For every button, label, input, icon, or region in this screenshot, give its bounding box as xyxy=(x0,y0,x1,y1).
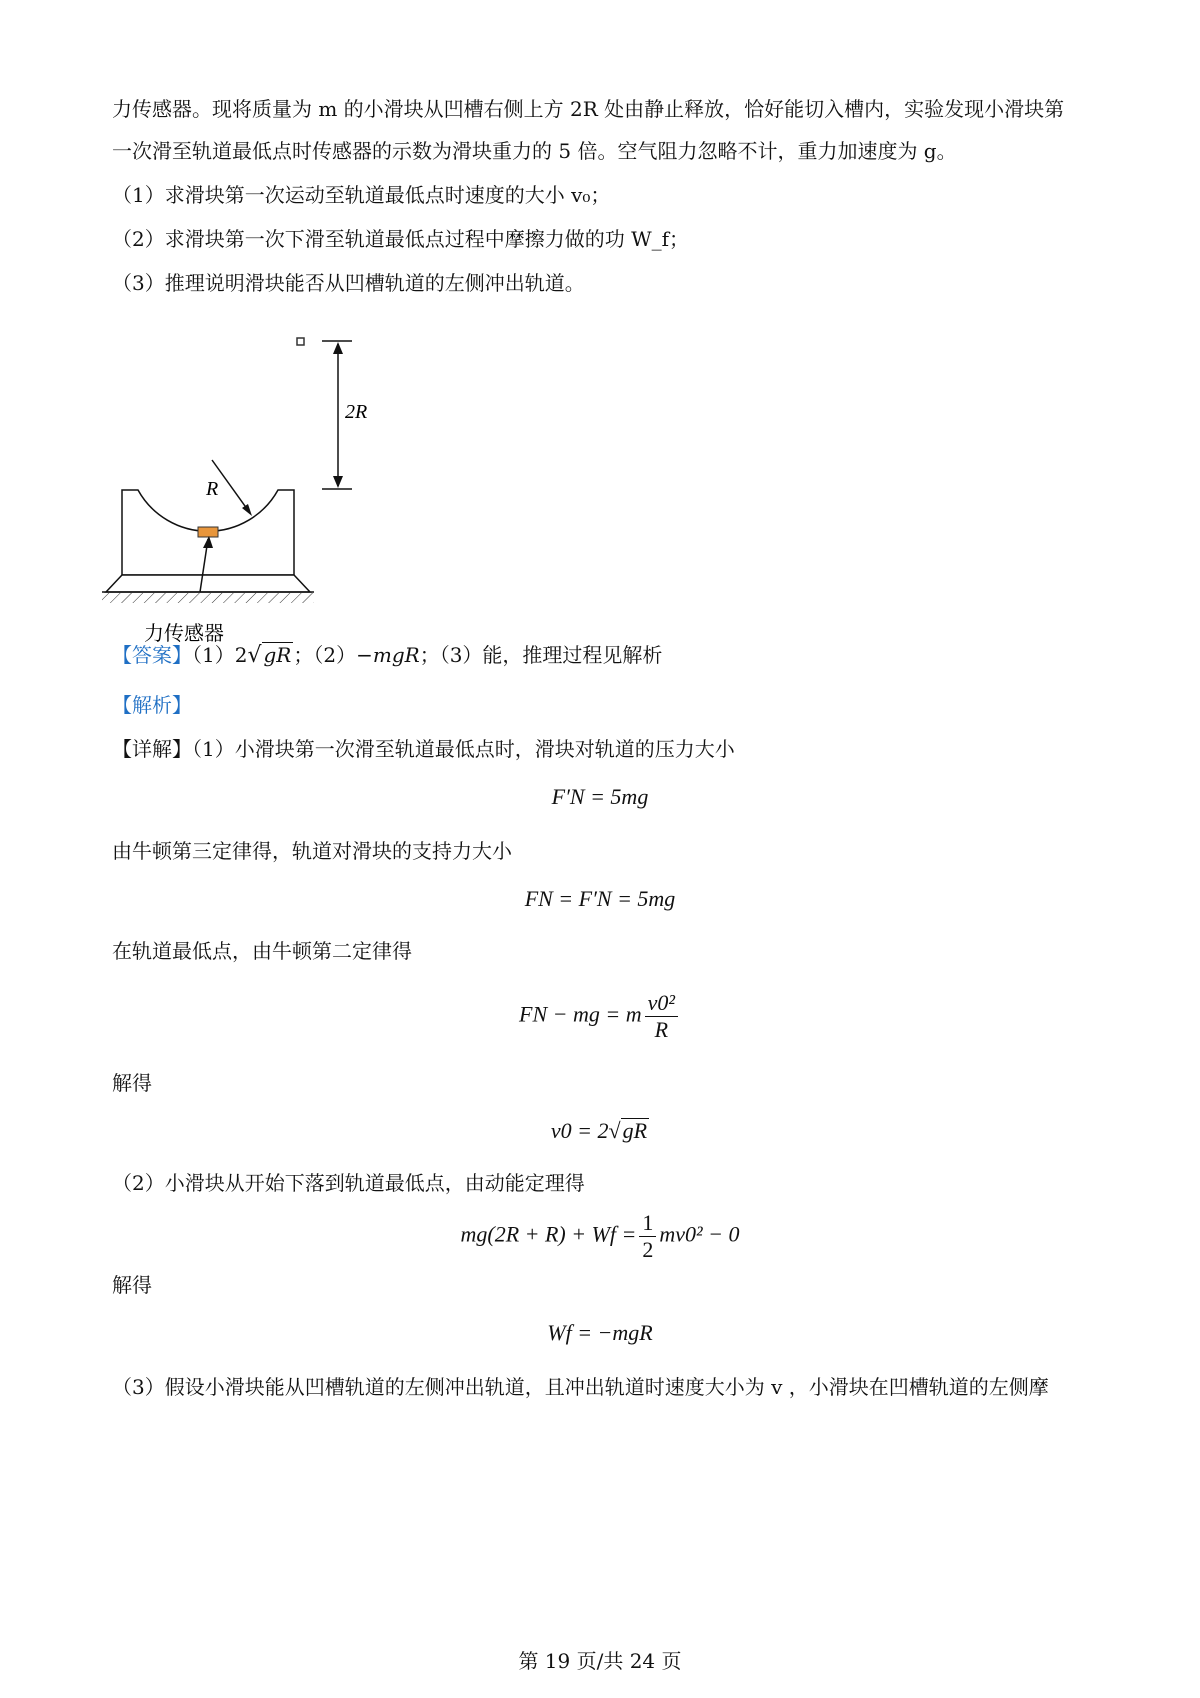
eq3-denominator: R xyxy=(654,1017,669,1042)
analysis-tag: 【解析】 xyxy=(112,693,192,717)
force-sensor xyxy=(198,527,218,537)
eq3-left: FN − mg = m xyxy=(519,1001,642,1027)
answer-part1-prefix: （1） xyxy=(192,643,235,667)
eq3-numerator: v0² xyxy=(645,990,678,1017)
equation-1: F′N = 5mg xyxy=(551,784,649,809)
equation-4: v0 = 2√gR xyxy=(550,1118,648,1143)
answer-part2-value: −mgR xyxy=(356,643,420,667)
groove-diagram xyxy=(100,330,440,660)
detail-p6: 解得 xyxy=(112,1273,152,1297)
sensor-label: 力传感器 xyxy=(144,623,224,645)
eq5-denominator: 2 xyxy=(642,1237,654,1262)
eq5-left: mg(2R + R) + Wf = xyxy=(460,1221,637,1247)
intro-line-1: 力传感器。现将质量为 m 的小滑块从凹槽右侧上方 2R 处由静止释放，恰好能切入槽内，实验发现小滑块第 xyxy=(112,97,1065,121)
answer-tag: 【答案】 xyxy=(112,643,192,667)
eq5-right: mv0² − 0 xyxy=(659,1221,740,1247)
answer-part1-radicand: gR xyxy=(263,643,292,667)
eq4-radicand: gR xyxy=(622,1118,648,1143)
question-1: （1）求滑块第一次运动至轨道最低点时速度的大小 v₀； xyxy=(112,183,611,207)
detail-p4: 解得 xyxy=(112,1071,152,1095)
equation-3 xyxy=(0,990,1200,1043)
question-3: （3）推理说明滑块能否从凹槽轨道的左侧冲出轨道。 xyxy=(112,271,585,295)
answer-part3: ；（3）能，推理过程见解析 xyxy=(419,643,663,667)
ground-hatch xyxy=(102,593,314,603)
height-label: 2R xyxy=(345,401,368,423)
detail-p7: （3）假设小滑块能从凹槽轨道的左侧冲出轨道，且冲出轨道时速度大小为 v ，小滑块在凹槽轨道的左侧摩 xyxy=(112,1375,1049,1399)
radius-label: R xyxy=(206,478,219,500)
equation-6: Wf = −mgR xyxy=(547,1320,653,1345)
intro-line-2: 一次滑至轨道最低点时传感器的示数为滑块重力的 5 倍。空气阻力忽略不计，重力加速度为 g。 xyxy=(112,139,957,163)
detail-p2: 由牛顿第三定律得，轨道对滑块的支持力大小 xyxy=(112,839,512,863)
eq4-left: v0 = 2 xyxy=(550,1118,609,1143)
detail-line-1 xyxy=(112,734,735,764)
answer-line: 【答案】（1）2√ gR ；（2）−mgR；（3）能，推理过程见解析 xyxy=(112,643,663,668)
detail-p5: （2）小滑块从开始下落到轨道最低点，由动能定理得 xyxy=(112,1171,585,1195)
equation-2: FN = F′N = 5mg xyxy=(524,886,676,911)
answer-part1-coef: 2 xyxy=(234,643,248,667)
slider-block xyxy=(297,338,304,345)
detail-tag: 【详解】 xyxy=(112,737,192,761)
groove-base xyxy=(106,575,310,592)
question-2: （2）求滑块第一次下滑至轨道最低点过程中摩擦力做的功 W_f； xyxy=(112,227,690,251)
page-footer: 第 19 页/共 24 页 xyxy=(518,1649,682,1673)
eq5-numerator: 1 xyxy=(639,1210,656,1237)
answer-part2-prefix: ；（2） xyxy=(293,643,357,667)
equation-5 xyxy=(0,1210,1200,1263)
detail-p3: 在轨道最低点，由牛顿第二定律得 xyxy=(112,939,412,963)
detail-p1: （1）小滑块第一次滑至轨道最低点时，滑块对轨道的压力大小 xyxy=(192,737,735,761)
